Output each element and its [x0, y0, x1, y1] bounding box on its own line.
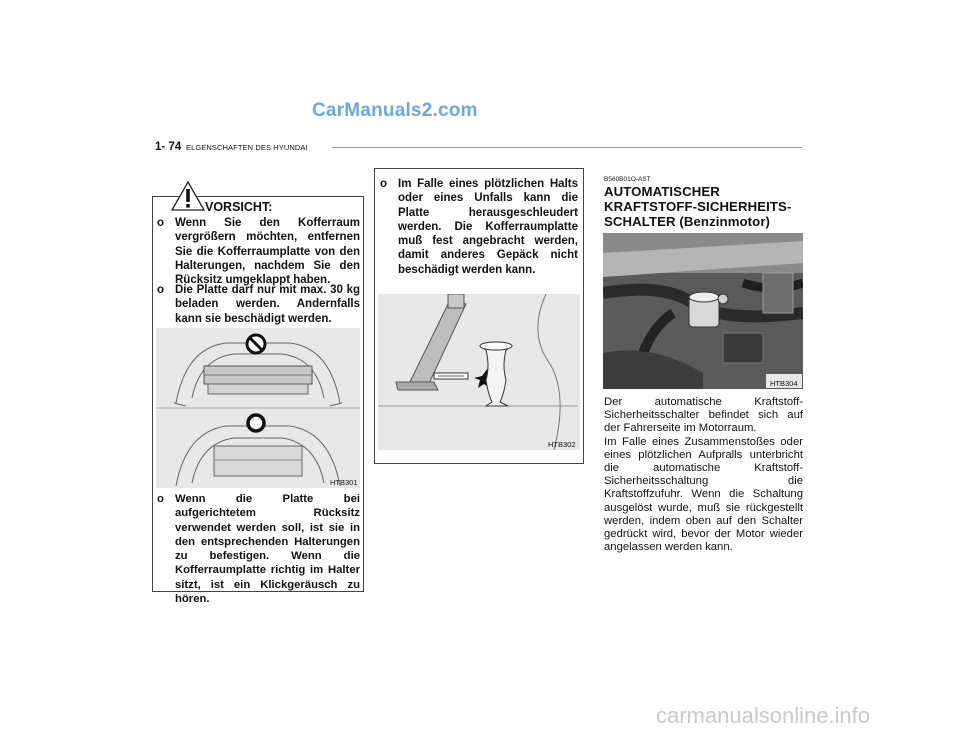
watermark-bottom[interactable]: carmanualsonline.info — [656, 703, 871, 728]
figure-label-htb302: HTB302 — [548, 440, 576, 449]
section-title: ELGENSCHAFTEN DES HYUNDAI — [186, 143, 308, 152]
caution-title: VORSICHT: — [205, 200, 273, 214]
caution-item-3: o Wenn die Platte bei aufgerichtetem Rücksitz verwendet werden soll, ist sie in den entsprechenden Halterungen zu befestigen. Wenn die Kofferraumplatte richtig im Halter sitzt, ist ein Klickgeräusch zu hören. — [157, 493, 360, 606]
section-code: B560B01O-AST — [604, 176, 651, 183]
info-item: o Im Falle eines plötzlichen Halts oder eines Unfalls kann die Platte herausgeschleudert werden. Die Kofferraumplatte muß fest angebracht werden, damit anderes Gepäck nicht beschädigt werden kann. — [380, 178, 578, 276]
figure-label-htb301: HTB301 — [330, 478, 358, 487]
paragraph-2: Im Falle eines Zusammenstoßes oder eines plötzlichen Aufpralls unterbricht die automatische Kraftstoff-Sicherheitsschaltung die Kraftstoffzufuhr. Wenn die Schaltung ausgelöst wurde, muß sie rückgestellt werden, indem oben auf den Schalter gedrückt wird, bevor der Motor wieder angelassen werden kann. — [604, 435, 803, 554]
circle-ok-icon — [248, 415, 264, 431]
caution-item-1: o Wenn Sie den Kofferraum vergrößern möchten, entfernen Sie die Kofferraumplatte von den Halterungen, nachdem Sie den Rücksitz umgeklappt haben. — [157, 217, 360, 287]
warning-triangle-icon — [170, 180, 206, 212]
seat-panel-illustration — [378, 294, 580, 450]
section-body — [604, 396, 803, 554]
section-heading: AUTOMATISCHER KRAFTSTOFF-SICHERHEITS- SCHALTER (Benzinmotor) — [604, 184, 792, 230]
engine-bay-photo — [603, 233, 803, 389]
figure-label-htb304: HTB304 — [770, 379, 798, 388]
watermark-top[interactable]: CarManuals2.com — [312, 100, 478, 121]
trunk-panel-illustration — [156, 328, 360, 488]
header-rule — [332, 147, 802, 148]
caution-item-2: o Die Platte darf nur mit max. 30 kg beladen werden. Andernfalls kann sie beschädigt werden. — [157, 284, 360, 325]
paragraph-1: Der automatische Kraftstoff-Sicherheitsschalter befindet sich auf der Fahrerseite im Motorraum. — [604, 396, 803, 435]
page-number: 1- 74 — [155, 141, 182, 153]
